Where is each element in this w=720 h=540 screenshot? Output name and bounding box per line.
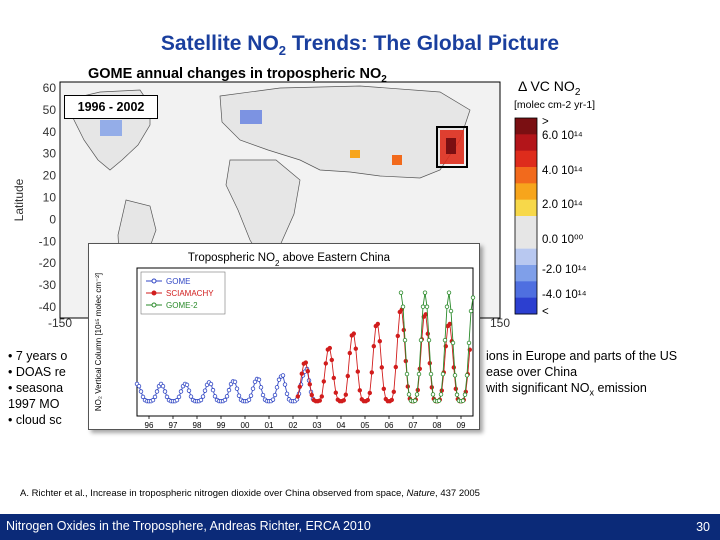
series-2-point-27 (453, 374, 457, 378)
series-2-point-36 (471, 296, 475, 300)
series-1-point-26 (348, 351, 352, 355)
colorbar-swatch-6 (515, 216, 537, 233)
series-2-point-2 (403, 338, 407, 342)
legend-unit: [molec cm-2 yr-1] (514, 99, 596, 111)
series-0-point-68 (271, 398, 275, 402)
series-0-point-37 (209, 382, 213, 386)
legend-marker-2 (152, 303, 156, 307)
period-box: 1996 - 2002 (64, 95, 158, 119)
legend-label-0: GOME (166, 277, 191, 286)
lat-tick-10: -40 (38, 300, 56, 315)
legend-label-1: SCIAMACHY (166, 289, 214, 298)
bullet-2-tail: ease over China (486, 365, 578, 379)
series-0-point-74 (283, 383, 287, 387)
series-0-point-39 (213, 394, 217, 398)
x-tick-3: 99 (216, 421, 226, 429)
series-0-point-45 (225, 394, 229, 398)
series-2-point-7 (413, 399, 417, 403)
inset-chart-panel (88, 243, 480, 430)
series-0-point-69 (273, 393, 277, 397)
series-0-point-38 (211, 388, 215, 392)
bullet-4-lead: 1997 MO (8, 397, 60, 411)
series-1-point-17 (330, 358, 334, 362)
series-1-point-19 (334, 391, 338, 395)
series-1-point-49 (394, 365, 398, 369)
colorbar-swatch-7 (515, 232, 537, 249)
series-0-point-46 (227, 388, 231, 392)
series-2-point-1 (401, 305, 405, 309)
series-2-point-34 (467, 341, 471, 345)
bullet-3-tail: with significant $NO_x$ emission (486, 381, 647, 398)
lat-tick-6: 0 (49, 212, 56, 227)
x-tick-9: 05 (360, 421, 370, 429)
series-2-point-11 (421, 305, 425, 309)
legend-label-6: 6.0 10¹⁴ (542, 130, 583, 142)
series-0-point-73 (281, 374, 285, 378)
lat-tick-0: 60 (42, 81, 56, 95)
hotspot-usa (100, 120, 122, 136)
colorbar-swatch-0 (515, 118, 537, 135)
series-0-point-27 (189, 395, 193, 399)
page-number: 30 (696, 520, 710, 534)
series-1-point-31 (358, 389, 362, 393)
series-1-point-4 (304, 361, 308, 365)
lat-tick-4: 20 (42, 168, 56, 183)
series-2-point-35 (469, 309, 473, 313)
colorbar-swatch-3 (515, 167, 537, 184)
series-2-point-8 (415, 393, 419, 397)
x-tick-13: 09 (456, 421, 466, 429)
series-0-point-56 (247, 398, 251, 402)
series-1-point-16 (328, 346, 332, 350)
colorbar-swatch-2 (515, 151, 537, 168)
lat-tick-2: 40 (42, 124, 56, 139)
bullet-3-lead: • seasona (8, 381, 64, 395)
series-2-point-22 (443, 338, 447, 342)
series-0-point-49 (233, 380, 237, 384)
series-1-point-23 (342, 399, 346, 403)
series-1-point-48 (392, 390, 396, 394)
colorbar-swatch-1 (515, 134, 537, 151)
colorbar-swatch-11 (515, 298, 537, 315)
legend-label-2: 2.0 10¹⁴ (542, 199, 583, 211)
series-0-point-44 (223, 398, 227, 402)
x-tick-2: 98 (192, 421, 202, 429)
legend-label-gt: > (542, 116, 549, 128)
colorbar-swatch-5 (515, 200, 537, 217)
series-2-point-33 (465, 374, 469, 378)
series-0-point-25 (185, 383, 189, 387)
series-1-point-53 (402, 328, 406, 332)
series-1-point-38 (372, 344, 376, 348)
series-1-point-41 (378, 339, 382, 343)
series-0-point-14 (163, 390, 167, 394)
x-tick-11: 07 (408, 421, 418, 429)
legend-label-2: GOME-2 (166, 301, 198, 310)
lat-tick-8: -20 (38, 256, 56, 271)
series-0-point-70 (275, 386, 279, 390)
series-1-point-37 (370, 371, 374, 375)
series-1-point-28 (352, 332, 356, 336)
lat-tick-1: 50 (42, 102, 56, 117)
footer-text: Nitrogen Oxides in the Troposphere, Andreas Richter, ERCA 2010 (6, 519, 371, 533)
lon-tick-left: -150 (47, 316, 73, 330)
legend-colorbar (515, 118, 537, 315)
series-0-point-33 (201, 395, 205, 399)
colorbar-swatch-9 (515, 265, 537, 282)
series-1-point-40 (376, 322, 380, 326)
series-1-point-7 (310, 393, 314, 397)
series-0-point-22 (179, 390, 183, 394)
series-1-point-2 (300, 372, 304, 376)
series-1-point-76 (448, 322, 452, 326)
series-1-point-36 (368, 391, 372, 395)
series-0-point-57 (249, 394, 253, 398)
series-0-point-26 (187, 389, 191, 393)
latitude-axis (39, 81, 57, 314)
series-1-point-35 (366, 398, 370, 402)
series-1-point-43 (382, 387, 386, 391)
series-1-point-18 (332, 376, 336, 380)
series-1-point-25 (346, 374, 350, 378)
series-2-point-19 (437, 399, 441, 403)
x-tick-7: 03 (312, 421, 322, 429)
hotspot-india (392, 155, 402, 165)
series-1-point-66 (428, 361, 432, 365)
inset-x-axis (145, 416, 466, 429)
series-2-point-12 (423, 291, 427, 295)
inset-legend (141, 272, 225, 314)
series-0-point-62 (259, 386, 263, 390)
hotspot-europe (240, 110, 262, 124)
series-0-point-58 (251, 387, 255, 391)
series-2-point-15 (429, 372, 433, 376)
series-2-point-10 (419, 338, 423, 342)
inset-chart-title: Tropospheric $NO_2$ above Eastern China (187, 252, 391, 268)
series-2-point-31 (461, 399, 465, 403)
series-1-point-29 (354, 347, 358, 351)
series-0-point-9 (153, 395, 157, 399)
colorbar-swatch-8 (515, 249, 537, 266)
series-2-point-3 (405, 372, 409, 376)
x-tick-6: 02 (288, 421, 298, 429)
series-0-point-13 (161, 384, 165, 388)
series-0-point-2 (139, 390, 143, 394)
x-tick-0: 96 (144, 421, 154, 429)
series-0-point-21 (177, 395, 181, 399)
legend-marker-1 (152, 291, 156, 295)
series-2-point-24 (447, 291, 451, 295)
series-2-point-28 (455, 393, 459, 397)
series-1-point-50 (396, 334, 400, 338)
legend-label-0: 0.0 10⁰⁰ (542, 234, 584, 246)
legend-label-4: 4.0 10¹⁴ (542, 165, 583, 177)
x-tick-10: 06 (384, 421, 394, 429)
series-1-point-13 (322, 380, 326, 384)
x-tick-8: 04 (336, 421, 346, 429)
series-1-point-12 (320, 395, 324, 399)
inset-ylabel: NO₂ Vertical Column [10¹⁵ molec cm⁻²] (94, 272, 103, 412)
series-0-point-61 (257, 378, 261, 382)
series-1-point-79 (454, 387, 458, 391)
series-1-point-11 (318, 399, 322, 403)
series-1-point-1 (298, 385, 302, 389)
hotspot-mideast (350, 150, 360, 158)
series-1-point-42 (380, 366, 384, 370)
colorbar-swatch-4 (515, 183, 537, 200)
hotspot-china-core (446, 138, 456, 154)
legend-label-lt: < (542, 306, 549, 318)
series-2-point-14 (427, 338, 431, 342)
series-2-point-20 (439, 393, 443, 397)
bullet-1-tail: ions in Europe and parts of the US (486, 349, 678, 363)
series-2-point-23 (445, 305, 449, 309)
series-2-point-26 (451, 341, 455, 345)
x-tick-1: 97 (168, 421, 178, 429)
x-tick-12: 08 (432, 421, 442, 429)
series-0-point-1 (137, 384, 141, 388)
slide-title: Satellite $NO_2$ Trends: The Global Picture (160, 32, 560, 59)
lat-tick-7: -10 (38, 234, 56, 249)
series-1-point-47 (390, 398, 394, 402)
series-2-point-0 (399, 291, 403, 295)
x-tick-5: 01 (264, 421, 274, 429)
bullet-2-lead: • DOAS re (8, 365, 66, 379)
series-0-point-10 (155, 390, 159, 394)
lat-tick-3: 30 (42, 146, 56, 161)
lat-tick-5: 10 (42, 190, 56, 205)
series-1-point-5 (306, 369, 310, 373)
x-tick-4: 00 (240, 421, 250, 429)
legend-title: Δ VC $NO_2$ (518, 78, 581, 98)
series-0-point-63 (261, 393, 265, 397)
lon-tick-right: 150 (489, 316, 511, 330)
citation: A. Richter et al., Increase in tropospheric nitrogen dioxide over China observed from space, Nature, 437 2005 (20, 488, 480, 499)
legend-marker-0 (152, 279, 156, 283)
series-2-point-16 (431, 393, 435, 397)
series-2-point-13 (425, 305, 429, 309)
series-2-point-21 (441, 372, 445, 376)
series-0-point-75 (285, 392, 289, 396)
series-0-point-32 (199, 398, 203, 402)
inset-chart (89, 244, 479, 429)
series-1-point-0 (296, 395, 300, 399)
series-2-point-25 (449, 309, 453, 313)
series-0-point-50 (235, 387, 239, 391)
series-1-point-14 (324, 362, 328, 366)
series-2-point-4 (407, 393, 411, 397)
bullet-5-lead: • cloud sc (8, 413, 62, 427)
legend-label-m4: -4.0 10¹⁴ (542, 289, 587, 301)
legend-label-m2: -2.0 10¹⁴ (542, 264, 587, 276)
lat-tick-9: -30 (38, 278, 56, 293)
series-0-point-34 (203, 389, 207, 393)
series-1-point-30 (356, 370, 360, 374)
bullet-1-lead: • 7 years o (8, 349, 68, 363)
series-2-point-32 (463, 393, 467, 397)
series-1-point-78 (452, 366, 456, 370)
series-0-point-51 (237, 394, 241, 398)
series-2-point-9 (417, 372, 421, 376)
colorbar-swatch-10 (515, 281, 537, 298)
map-title: GOME annual changes in tropospheric $NO_2$ (88, 66, 387, 85)
series-1-point-24 (344, 393, 348, 397)
latitude-label: Latitude (12, 178, 26, 222)
series-1-point-6 (308, 382, 312, 386)
